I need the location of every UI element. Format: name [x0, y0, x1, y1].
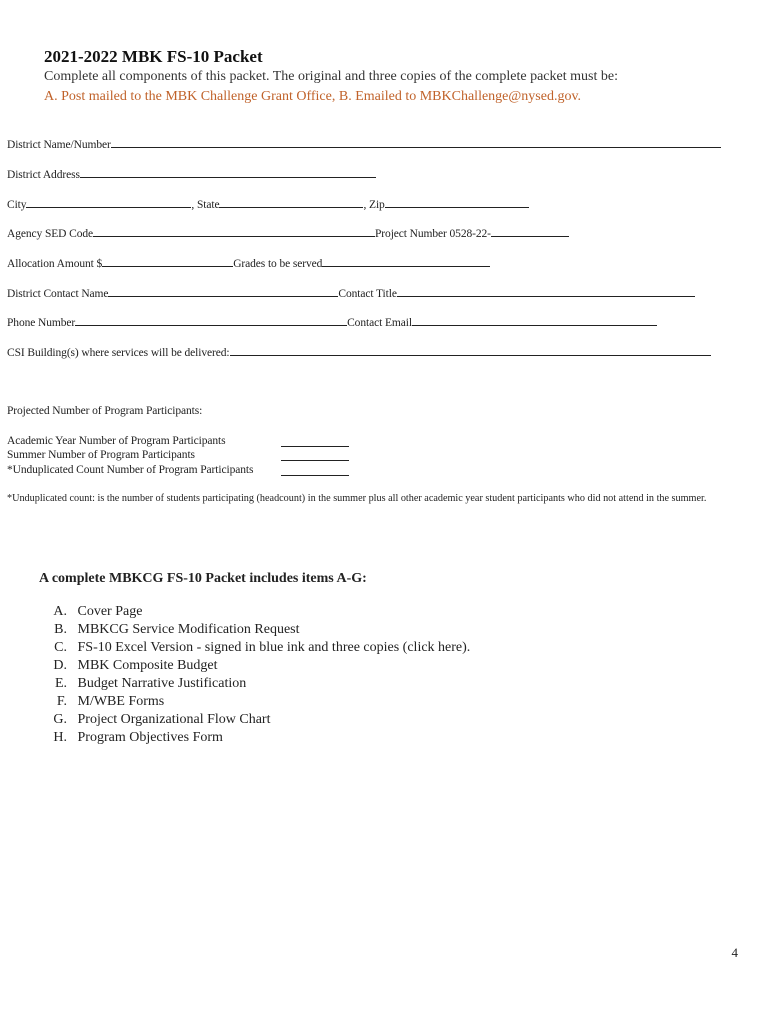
allocation-row	[7, 257, 490, 270]
phone-row	[7, 316, 657, 329]
district-address-field[interactable]	[80, 168, 376, 178]
academic-year-field[interactable]	[281, 437, 349, 447]
city-state-zip-row	[7, 198, 529, 211]
grades-field[interactable]	[322, 257, 490, 267]
allocation-label: Allocation Amount $	[7, 258, 103, 270]
city-label: City	[7, 199, 27, 211]
list-item[interactable]: C. FS-10 Excel Version - signed in blue ink and three copies (click here).	[54, 640, 471, 655]
list-item: E. Budget Narrative Justification	[54, 676, 247, 691]
agency-code-row	[7, 227, 569, 240]
district-address-row	[7, 168, 376, 181]
unduplicated-note: *Unduplicated count: is the number of students participating (headcount) in the summer plus all other academic year student participants who did not attend in the summer.	[7, 493, 707, 504]
unduplicated-label: *Unduplicated Count Number of Program Participants	[7, 464, 254, 476]
list-item: B. MBKCG Service Modification Request	[54, 622, 300, 637]
agency-code-field[interactable]	[93, 227, 375, 237]
district-name-row	[7, 138, 721, 151]
unduplicated-field[interactable]	[281, 466, 349, 476]
list-item: A. Cover Page	[53, 604, 143, 619]
district-name-field[interactable]	[111, 138, 721, 148]
agency-code-label: Agency SED Code	[7, 228, 94, 240]
summer-field[interactable]	[281, 451, 349, 461]
packet-items-list	[40, 603, 470, 747]
page-number: 4	[731, 945, 738, 960]
summer-label: Summer Number of Program Participants	[7, 449, 195, 461]
csi-buildings-field[interactable]	[230, 346, 711, 356]
submission-instructions: A. Post mailed to the MBK Challenge Grant Office, B. Emailed to MBKChallenge@nysed.gov.	[44, 89, 582, 104]
phone-label: Phone Number	[7, 317, 76, 329]
district-name-label: District Name/Number	[7, 139, 111, 151]
list-item: D. MBK Composite Budget	[53, 658, 218, 673]
district-address-label: District Address	[7, 169, 80, 181]
contact-email-field[interactable]	[412, 316, 657, 326]
project-number-label: Project Number 0528-22-	[375, 228, 491, 240]
intro-text: Complete all components of this packet. The original and three copies of the complete packet must be:	[44, 69, 618, 84]
contact-name-field[interactable]	[108, 287, 338, 297]
list-item: F. M/WBE Forms	[56, 694, 165, 709]
list-item: H. Program Objectives Form	[53, 730, 223, 745]
contact-name-label: District Contact Name	[7, 288, 109, 300]
allocation-field[interactable]	[102, 257, 233, 267]
academic-year-label: Academic Year Number of Program Participants	[7, 435, 226, 447]
page-title: 2021-2022 MBK FS-10 Packet	[44, 47, 263, 66]
city-field[interactable]	[26, 198, 191, 208]
grades-label: Grades to be served	[233, 258, 323, 270]
state-field[interactable]	[219, 198, 363, 208]
contact-title-field[interactable]	[397, 287, 695, 297]
contact-email-label: Contact Email	[347, 317, 412, 329]
csi-buildings-label: CSI Building(s) where services will be delivered:	[7, 347, 230, 359]
csi-buildings-row	[7, 346, 711, 359]
zip-label: , Zip	[363, 199, 385, 211]
zip-field[interactable]	[385, 198, 529, 208]
list-item: G. Project Organizational Flow Chart	[53, 712, 271, 727]
phone-field[interactable]	[75, 316, 347, 326]
contact-title-label: Contact Title	[338, 288, 397, 300]
state-label: , State	[191, 199, 220, 211]
project-number-field[interactable]	[491, 227, 569, 237]
contact-row	[7, 287, 695, 300]
packet-list-heading: A complete MBKCG FS-10 Packet includes items A-G:	[39, 571, 367, 586]
projected-participants-label: Projected Number of Program Participants:	[7, 405, 203, 417]
